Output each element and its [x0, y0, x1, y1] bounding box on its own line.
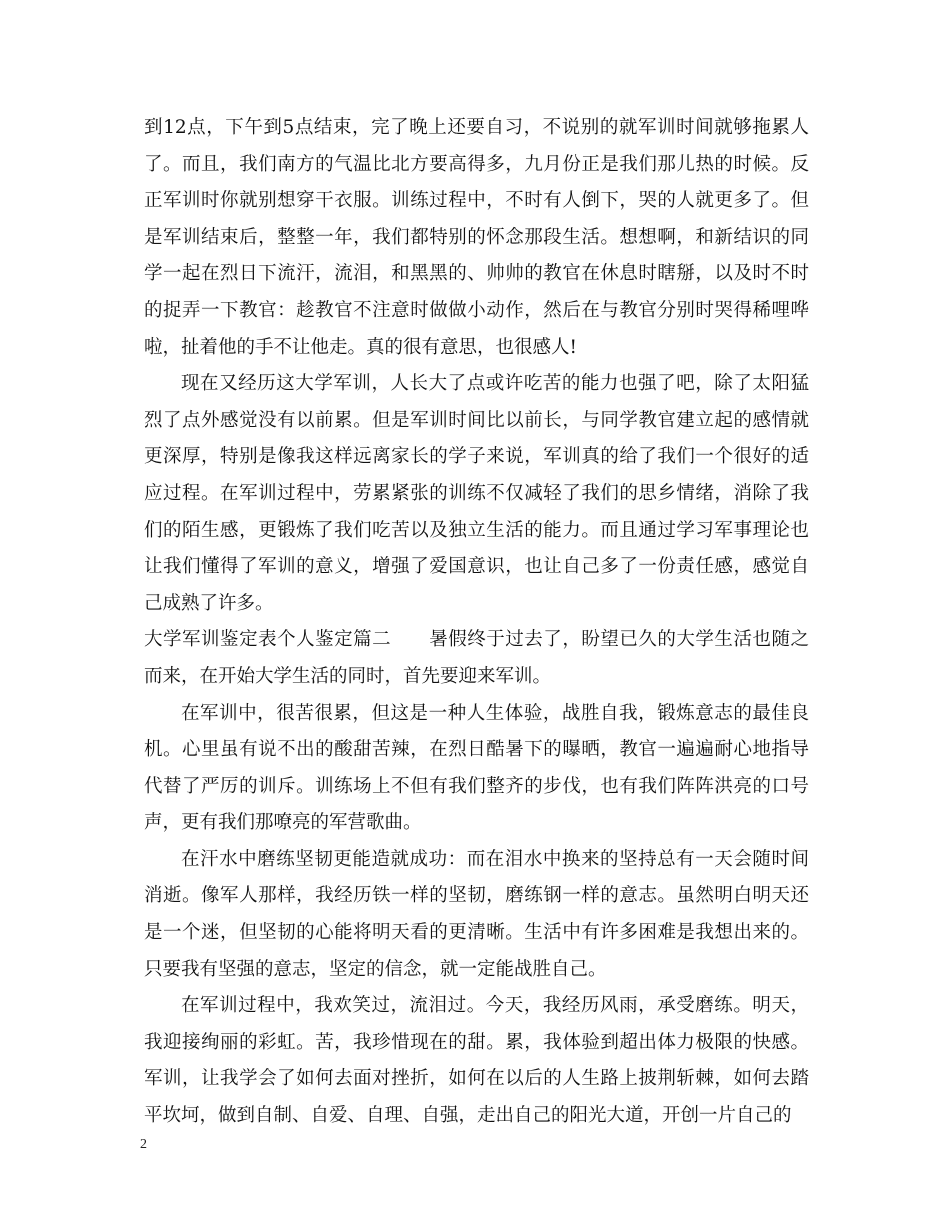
- paragraph-6: 在军训过程中，我欢笑过，流泪过。今天，我经历风雨，承受磨练。明天，我迎接绚丽的彩虹。苦，我珍惜现在的甜。累，我体验到超出体力极限的快感。军训，让我学会了如何去面对挫折，如何在以后的人生路上披荆斩棘，如何去踏平坎坷，做到自制、自爱、自理、自强，走出自己的阳光大道，开创一片自己的: [144, 995, 809, 1127]
- document-body: [144, 110, 809, 1135]
- paragraph-5: 在汗水中磨练坚韧更能造就成功：而在泪水中换来的坚持总有一天会随时间消逝。像军人那样，我经历铁一样的坚韧，磨练钢一样的意志。虽然明白明天还是一个迷，但坚韧的心能将明天看的更清晰。生活中有许多困难是我想出来的。只要我有坚强的意志，坚定的信念，就一定能战胜自己。: [144, 848, 809, 980]
- paragraph-2: 现在又经历这大学军训，人长大了点或许吃苦的能力也强了吧，除了太阳猛烈了点外感觉没有以前累。但是军训时间比以前长，与同学教官建立起的感情就更深厚，特别是像我这样远离家长的学子来说，军训真的给了我们一个很好的适应过程。在军训过程中，劳累紧张的训练不仅减轻了我们的思乡情绪，消除了我们的陌生感，更锻炼了我们吃苦以及独立生活的能力。而且通过学习军事理论也让我们懂得了军训的意义，增强了爱国意识，也让自己多了一份责任感，感觉自己成熟了许多。: [144, 373, 809, 614]
- paragraph-1: 到12点，下午到5点结束，完了晚上还要自习，不说别的就军训时间就够拖累人了。而且，我们南方的气温比北方要高得多，九月份正是我们那儿热的时候。反正军训时你就别想穿干衣服。训练过程中，不时有人倒下，哭的人就更多了。但是军训结束后，整整一年，我们都特别的怀念那段生活。想想啊，和新结识的同学一起在烈日下流汗，流泪，和黑黑的、帅帅的教官在休息时瞎掰，以及时不时的捉弄一下教官：趁教官不注意时做做小动作，然后在与教官分别时哭得稀哩哗啦，扯着他的手不让他走。真的很有意思，也很感人!: [144, 117, 809, 358]
- section-heading-paragraph: 大学军训鉴定表个人鉴定篇二 暑假终于过去了，盼望已久的大学生活也随之而来，在开始大学生活的同时，首先要迎来军训。: [144, 629, 809, 687]
- paragraph-4: 在军训中，很苦很累，但这是一种人生体验，战胜自我，锻炼意志的最佳良机。心里虽有说不出的酸甜苦辣，在烈日酷暑下的曝晒，教官一遍遍耐心地指导代替了严厉的训斥。训练场上不但有我们整齐的步伐，也有我们阵阵洪亮的口号声，更有我们那嘹亮的军营歌曲。: [144, 702, 809, 834]
- page-number: 2: [140, 1137, 147, 1152]
